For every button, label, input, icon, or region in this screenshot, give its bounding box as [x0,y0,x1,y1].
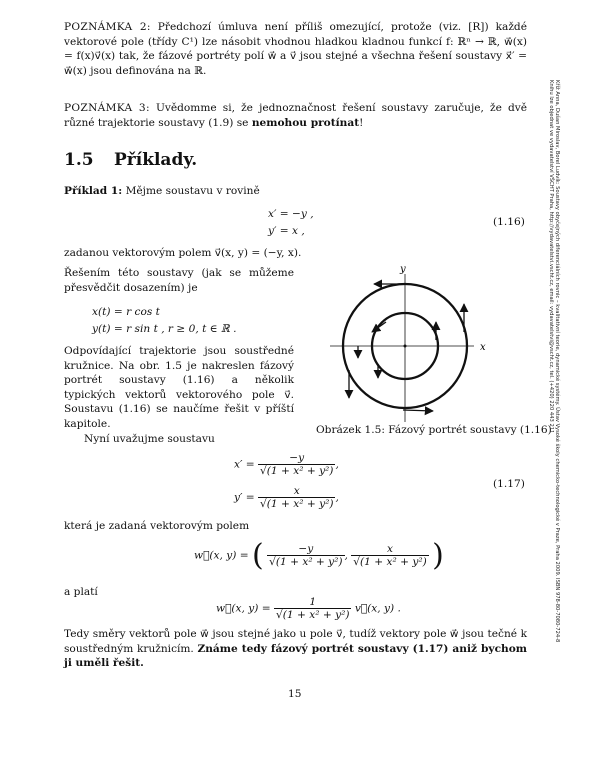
w-field-equation: w⃗(x, y) = ( $\frac{-y}{\text{√(1 + x² + y²)}}$ , $\frac{x}{\text{√(1 + x² + y²)}}$ ) [194,538,444,573]
equation-1-17-number: (1.17) [493,478,525,490]
left-paren: ( [252,538,264,573]
eq117-denominator-1: √(1 + x² + y²) [260,465,334,477]
now-consider-text: Nyní uvažujme soustavu [84,433,215,445]
w-field-fraction-1 [267,543,344,568]
eq117-comma-1: , [335,458,339,471]
given-field-text: zadanou vektorovým polem v⃗(x, y) = (−y, x). [64,247,302,259]
w-relation-numerator: 1 [274,596,351,609]
example-1-label: Příklad 1: [64,185,123,197]
w-field-numerator-2: x [351,543,428,556]
w-field-denominator-1: √(1 + x² + y²) [269,556,343,568]
example-1-intro [64,184,527,199]
w-relation-lhs: w⃗(x, y) = [216,602,271,615]
w-field-denominator-2: √(1 + x² + y²) [353,556,427,568]
eq117-denominator-2: √(1 + x² + y²) [260,498,334,510]
eq117-numerator-2: x [258,485,335,498]
solution-line-1: x(t) = r cos t [92,306,160,318]
w-relation-denominator: √(1 + x² + y²) [276,609,350,621]
section-heading [64,150,197,170]
page-number: 15 [288,688,302,700]
remark-2 [64,20,527,78]
remark-2-label: POZNÁMKA 2: [64,21,151,33]
remark-3-tail: ! [359,116,364,129]
right-paren: ) [432,538,444,573]
w-relation-equation [216,596,401,621]
remark-3-bold: nemohou protínat [251,116,360,129]
side-citation [548,80,560,643]
eq117-numerator-1: −y [258,452,335,465]
vector-arrow [372,322,386,332]
origin-point [404,345,407,348]
final-bold-text: Známe tedy fázový portrét soustavy (1.17) aniž bychom ji uměli řešit. [64,642,528,669]
section-title: Příklady. [114,150,198,170]
remark-3-label: POZNÁMKA 3: [64,102,150,114]
figure-caption: Obrázek 1.5: Fázový portrét soustavy (1.16) [316,424,552,436]
remark-2-text: Předchozí úmluva není příliš omezující, protože (viz. [R]) každé vektorové pole (třídy C¹) lze násobit vhodnou hladkou kladnou funkcí f: ℝⁿ → ℝ, w⃗(x) = f(x)v⃗(x) tak, že fázové portréty polí w⃗ a v⃗ jsou stejné a všechna řešení soustavy x⃗′ = w⃗(x) jsou definována na ℝ. [64,21,527,77]
section-number: 1.5 [64,150,94,170]
example-1-text: Mějme soustavu v rovině [125,185,260,197]
w-relation-rhs: v⃗(x, y) . [354,602,401,615]
equation-1-16-line-1: x′ = −y , [268,208,314,220]
eq117-lhs-1: x′ = [234,458,255,471]
solution-intro: Řešením této soustavy (jak se můžeme přesvědčit dosazením) je [64,267,294,294]
vector-arrow [403,410,433,411]
remark-3 [64,101,527,130]
eq117-lhs-2: y′ = [234,491,255,504]
circles-text: Odpovídající trajektorie jsou soustředné kružnice. Na obr. 1.5 je nakreslen fázový portrét soustavy (1.16) a několik typických vektorů vektorového pole v⃗. Soustavu (1.16) se naučíme řešit v příští kapitole. [64,345,294,430]
final-text: Tedy směry vektorů pole w⃗ jsou stejné jako u pole v⃗, tudíž vektory pole w⃗ jsou tečné k soustředným kružnicím. [64,628,527,655]
phase-portrait-figure [312,262,508,424]
eq117-comma-2: , [335,491,339,504]
eq117-fraction-2 [258,485,335,510]
side-citation-line-1: Kříž Anna, Dušan Miroslav, Borel Ludvík: Soustavy obyčejných diferenciálních rovnic – kvalitativní teorie, dynamické systémy. Ústav Vysoké školy chemicko-technologické v Praze, Praha 2009. ISBN 978-80-7080-724-8 [554,80,560,643]
remark-3-text: Uvědomme si, že jednoznačnost řešení soustavy zaručuje, že dvě různé trajektorie soustavy (1.9) se [64,102,527,129]
equation-1-16-number: (1.16) [493,216,525,228]
w-field-numerator-1: −y [267,543,344,556]
equation-1-17-line-2 [234,485,339,510]
and-holds-text: a platí [64,586,98,598]
solution-line-2: y(t) = r sin t , r ≥ 0, t ∈ ℝ . [92,323,237,335]
eq117-fraction-1 [258,452,335,477]
final-paragraph [64,627,527,671]
w-field-lhs: w⃗(x, y) = [194,549,249,562]
equation-1-16-line-2: y′ = x , [268,225,305,237]
x-axis-label: x [480,342,486,353]
w-field-fraction-2 [351,543,428,568]
given-by-text: která je zadaná vektorovým polem [64,520,250,532]
side-citation-line-2: Knihu lze objednat ve vydavatelství VŠCHT Praha, http://vydavatelstvi.vscht.cz, email: vydavatelstvi@vscht.cz, tel. (+420) 220 443 211 [548,80,554,434]
w-relation-fraction [274,596,351,621]
y-axis-label: y [400,264,406,275]
equation-1-17-line-1 [234,452,339,477]
